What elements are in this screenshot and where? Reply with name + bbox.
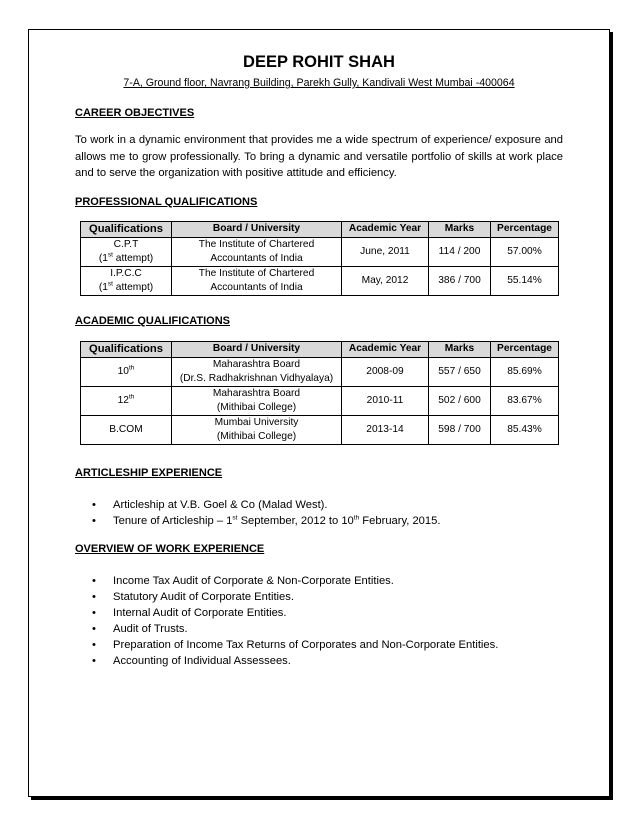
list-item: • Tenure of Articleship – 1st September, 2012 to 10th February, 2015. xyxy=(92,513,441,527)
list-item: • Articleship at V.B. Goel & Co (Malad West). xyxy=(92,498,328,511)
bullet-icon: • xyxy=(92,638,96,651)
col-header-board: Board / University xyxy=(172,221,342,237)
marks-cell: 114 / 200 xyxy=(429,237,491,266)
table-row xyxy=(81,415,559,444)
bullet-icon: • xyxy=(92,654,96,667)
board-cell: Mumbai University (Mithibai College) xyxy=(172,415,342,444)
career-objectives-text: To work in a dynamic environment that provides me a wide spectrum of experience/ exposure and allows me to grow professionally. To bring a dynamic and versatile portfolio of skills at work place and to serve the organization with positive attitude and efficiency. xyxy=(75,134,563,179)
work-experience-list xyxy=(75,573,563,669)
attempt-label: (1st attempt) xyxy=(98,251,154,264)
year-cell: May, 2012 xyxy=(342,266,429,295)
col-header-percentage: Percentage xyxy=(491,341,559,357)
articleship-heading: ARTICLESHIP EXPERIENCE xyxy=(75,466,223,479)
list-item: • Preparation of Income Tax Returns of Corporates and Non-Corporate Entities. xyxy=(92,638,499,651)
board-cell: Maharashtra Board (Dr.S. Radhakrishnan Vidhyalaya) xyxy=(172,357,342,386)
professional-qualifications-heading: PROFESSIONAL QUALIFICATIONS xyxy=(75,195,258,208)
qualification-name: I.P.C.C xyxy=(110,267,142,279)
col-header-marks: Marks xyxy=(429,221,491,237)
table-header-row xyxy=(81,221,559,237)
resume-content xyxy=(75,50,563,669)
bullet-icon: • xyxy=(92,498,96,511)
col-header-board: Board / University xyxy=(172,341,342,357)
attempt-label: (1st attempt) xyxy=(98,280,154,293)
col-header-year: Academic Year xyxy=(342,221,429,237)
marks-cell: 386 / 700 xyxy=(429,266,491,295)
qualification-cell: 10th xyxy=(81,357,172,386)
percentage-cell: 57.00% xyxy=(491,237,559,266)
col-header-percentage: Percentage xyxy=(491,221,559,237)
marks-cell: 502 / 600 xyxy=(429,386,491,415)
percentage-cell: 83.67% xyxy=(491,386,559,415)
articleship-list xyxy=(75,497,563,529)
year-cell: 2010-11 xyxy=(342,386,429,415)
work-experience-heading: OVERVIEW OF WORK EXPERIENCE xyxy=(75,542,265,555)
list-item: • Accounting of Individual Assessees. xyxy=(92,654,291,667)
board-cell: Maharashtra Board (Mithibai College) xyxy=(172,386,342,415)
table-row xyxy=(81,357,559,386)
year-cell: 2008-09 xyxy=(342,357,429,386)
qualification-name: C.P.T xyxy=(113,238,139,250)
col-header-marks: Marks xyxy=(429,341,491,357)
list-item: • Internal Audit of Corporate Entities. xyxy=(92,606,287,619)
academic-qualifications-table xyxy=(80,341,559,445)
candidate-name: DEEP ROHIT SHAH xyxy=(243,53,395,71)
percentage-cell: 85.69% xyxy=(491,357,559,386)
qualification-cell: B.COM xyxy=(81,415,172,444)
marks-cell: 598 / 700 xyxy=(429,415,491,444)
list-item: • Statutory Audit of Corporate Entities. xyxy=(92,590,294,603)
bullet-icon: • xyxy=(92,514,96,527)
table-row xyxy=(81,266,559,295)
bullet-icon: • xyxy=(92,606,96,619)
table-header-row xyxy=(81,341,559,357)
marks-cell: 557 / 650 xyxy=(429,357,491,386)
table-row xyxy=(81,386,559,415)
bullet-icon: • xyxy=(92,622,96,635)
professional-qualifications-table xyxy=(80,221,559,296)
qualification-cell xyxy=(81,237,172,266)
list-item: • Audit of Trusts. xyxy=(92,622,188,635)
career-objectives-heading: CAREER OBJECTIVES xyxy=(75,107,195,119)
board-cell: The Institute of Chartered Accountants of India xyxy=(172,266,342,295)
col-header-year: Academic Year xyxy=(342,341,429,357)
table-row xyxy=(81,237,559,266)
percentage-cell: 85.43% xyxy=(491,415,559,444)
bullet-icon: • xyxy=(92,590,96,603)
qualification-cell xyxy=(81,266,172,295)
bullet-icon: • xyxy=(92,574,96,587)
list-item: • Income Tax Audit of Corporate & Non-Corporate Entities. xyxy=(92,574,394,587)
col-header-qualifications: Qualifications xyxy=(81,221,172,237)
address-line: 7-A, Ground floor, Navrang Building, Parekh Gully, Kandivali West Mumbai -400064 xyxy=(123,77,515,89)
board-cell: The Institute of Chartered Accountants of India xyxy=(172,237,342,266)
academic-qualifications-heading: ACADEMIC QUALIFICATIONS xyxy=(75,314,231,327)
qualification-cell: 12th xyxy=(81,386,172,415)
col-header-qualifications: Qualifications xyxy=(81,341,172,357)
year-cell: June, 2011 xyxy=(342,237,429,266)
year-cell: 2013-14 xyxy=(342,415,429,444)
percentage-cell: 55.14% xyxy=(491,266,559,295)
